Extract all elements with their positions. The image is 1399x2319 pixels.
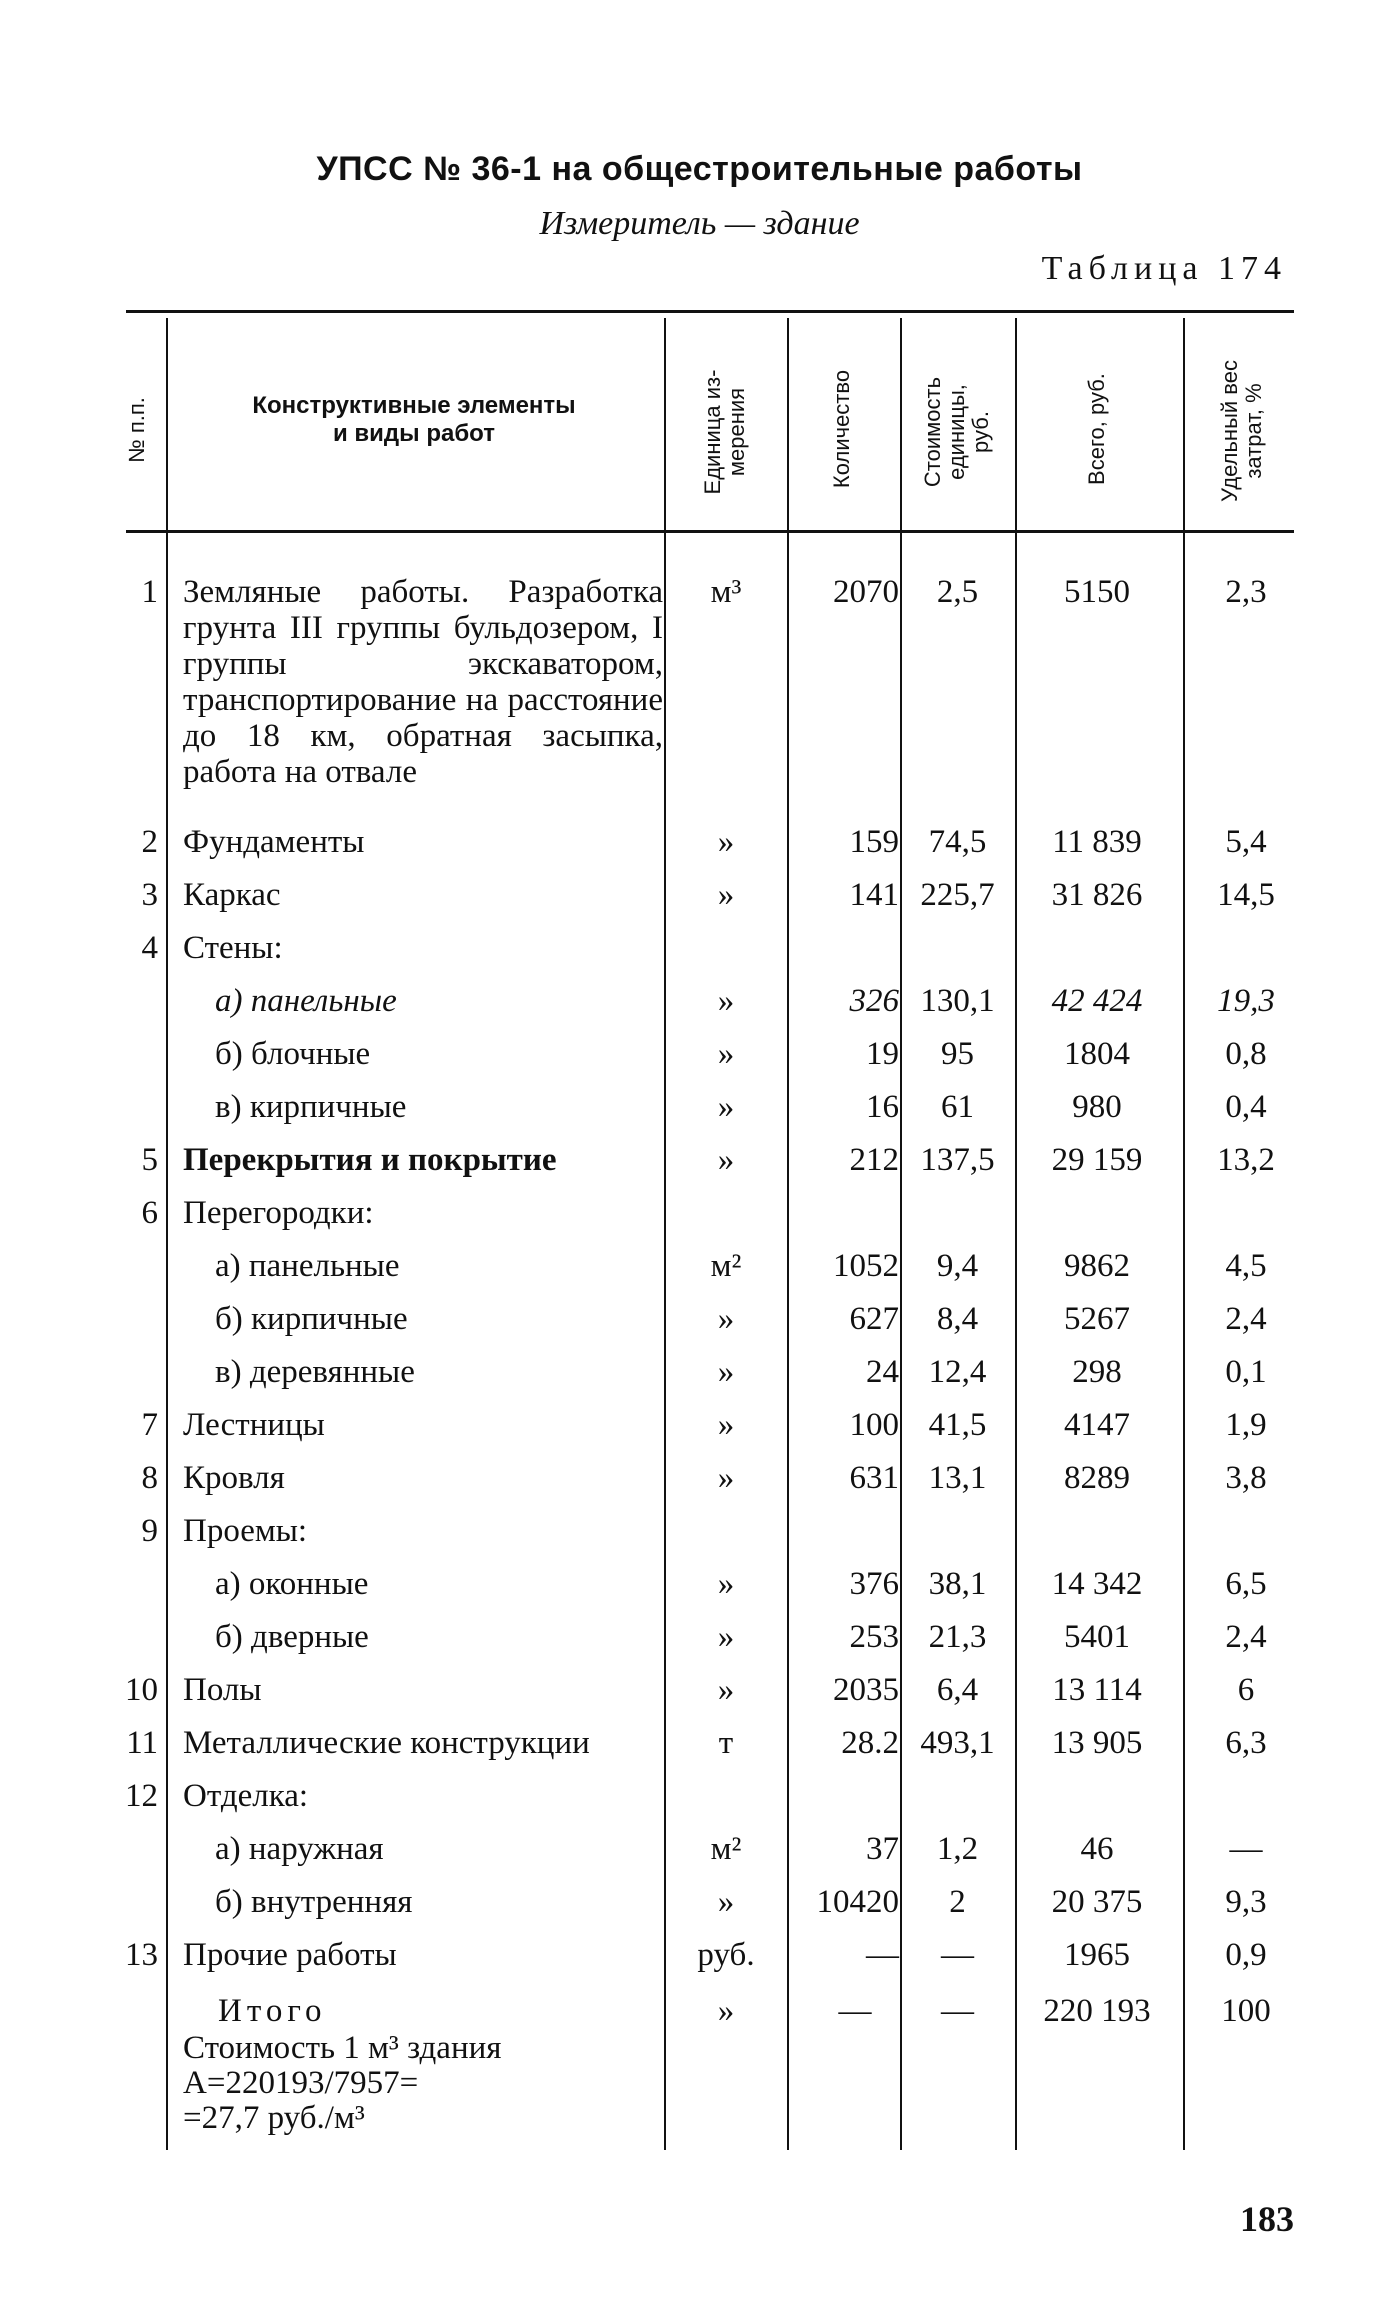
cell-price: 137,5 (920, 1142, 995, 1178)
cell-name: б) внутренняя (215, 1884, 413, 1920)
cell-total: 20 375 (1051, 1884, 1143, 1920)
cell-name: Прочие работы (183, 1937, 397, 1973)
cell-total: 1965 (1064, 1937, 1130, 1973)
page-subtitle: Измеритель — здание (539, 205, 860, 242)
header-qty: Количество (829, 369, 854, 489)
header-unit: Единица из- мерения (700, 369, 749, 495)
cell-unit: » (717, 983, 735, 1019)
cell-qty: 1052 (833, 1248, 899, 1284)
cell-qty: 627 (849, 1301, 899, 1337)
cell-unit: м³ (710, 574, 742, 610)
cell-weight: 3,8 (1225, 1460, 1267, 1496)
table-top-rule (126, 310, 1294, 313)
cell-unit: т (718, 1725, 734, 1761)
cell-weight: 2,4 (1225, 1301, 1267, 1337)
cell-price: — (941, 1937, 974, 1973)
cell-num: 12 (125, 1778, 158, 1814)
cell-name: а) оконные (215, 1566, 369, 1602)
cell-name: а) панельные (215, 983, 397, 1019)
cell-weight: 6,5 (1225, 1566, 1267, 1602)
cell-price: 13,1 (928, 1460, 987, 1496)
cell-qty: 100 (849, 1407, 899, 1443)
cell-name: б) кирпичные (215, 1301, 408, 1337)
header-name: Конструктивные элементы и виды работ (252, 392, 576, 447)
cell-name: в) кирпичные (215, 1089, 407, 1125)
cell-qty: 141 (849, 877, 899, 913)
cell-unit: » (717, 1142, 735, 1178)
cell-weight: 0,9 (1225, 1937, 1267, 1973)
summary-unit: » (717, 1993, 735, 2029)
cell-unit: » (717, 1672, 735, 1708)
cell-name: Перекрытия и покрытие (183, 1142, 557, 1178)
cell-weight: 0,1 (1225, 1354, 1267, 1390)
cell-num: 5 (141, 1142, 158, 1178)
cell-unit: м² (710, 1831, 742, 1867)
cell-total: 31 826 (1051, 877, 1143, 913)
cell-qty: 631 (849, 1460, 899, 1496)
header-price: Стоимость единицы, руб. (920, 376, 993, 488)
header-weight: Удельный вес затрат, % (1217, 360, 1266, 502)
cell-name: Лестницы (183, 1407, 325, 1443)
cell-num: 6 (141, 1195, 158, 1231)
cell-name: Перегородки: (183, 1195, 374, 1231)
cell-qty: 19 (866, 1036, 899, 1072)
cell-qty: 212 (849, 1142, 899, 1178)
cell-weight: 14,5 (1217, 877, 1275, 913)
cell-qty: 2070 (833, 574, 899, 610)
cell-price: 493,1 (920, 1725, 995, 1761)
cell-name: б) блочные (215, 1036, 371, 1072)
cell-unit: » (717, 1089, 735, 1125)
summary-line1: Стоимость 1 м³ здания (183, 2030, 502, 2066)
cell-weight: 19,3 (1217, 983, 1275, 1019)
cell-total: 42 424 (1051, 983, 1143, 1019)
summary-line3: =27,7 руб./м³ (183, 2100, 365, 2136)
cell-total: 1804 (1064, 1036, 1130, 1072)
cell-unit: руб. (697, 1937, 755, 1973)
cell-num: 10 (125, 1672, 158, 1708)
cell-qty: 253 (849, 1619, 899, 1655)
cell-weight: 0,8 (1225, 1036, 1267, 1072)
header-bottom-rule (126, 530, 1294, 533)
cell-weight: 2,3 (1225, 574, 1267, 610)
cell-name: Полы (183, 1672, 262, 1708)
cell-weight: 5,4 (1225, 824, 1267, 860)
cell-price: 38,1 (928, 1566, 987, 1602)
cell-total: 8289 (1064, 1460, 1130, 1496)
cell-name: а) панельные (215, 1248, 400, 1284)
cell-qty: 37 (866, 1831, 899, 1867)
cell-name: Отделка: (183, 1778, 309, 1814)
cell-total: 5150 (1064, 574, 1130, 610)
cell-name: Стены: (183, 930, 283, 966)
summary-weight: 100 (1221, 1993, 1271, 2029)
cell-total: 13 114 (1052, 1672, 1142, 1708)
cell-total: 5401 (1064, 1619, 1130, 1655)
cell-unit: » (717, 1407, 735, 1443)
page-title: УПСС № 36-1 на общестроительные работы (316, 150, 1083, 188)
cell-total: 29 159 (1051, 1142, 1143, 1178)
cell-qty: 28.2 (841, 1725, 899, 1761)
cell-price: 9,4 (936, 1248, 979, 1284)
cell-num: 2 (141, 824, 158, 860)
header-num: № п.п. (124, 397, 149, 463)
cell-total: 980 (1072, 1089, 1122, 1125)
cell-weight: 4,5 (1225, 1248, 1267, 1284)
summary-label: Итого (218, 1993, 327, 2029)
cell-weight: 0,4 (1225, 1089, 1267, 1125)
cell-qty: — (866, 1937, 899, 1973)
cell-name: в) деревянные (215, 1354, 415, 1390)
col-line-6 (1183, 318, 1185, 2150)
cell-price: 130,1 (920, 983, 995, 1019)
summary-price: — (941, 1993, 974, 2029)
cell-name: Проемы: (183, 1513, 308, 1549)
cell-price: 74,5 (928, 824, 987, 860)
page-number: 183 (1240, 2199, 1294, 2239)
cell-total: 9862 (1064, 1248, 1130, 1284)
cell-num: 8 (141, 1460, 158, 1496)
cell-weight: — (1229, 1831, 1263, 1867)
cell-price: 2 (949, 1884, 966, 1920)
cell-total: 5267 (1064, 1301, 1130, 1337)
cell-num: 3 (141, 877, 158, 913)
cell-weight: 2,4 (1225, 1619, 1267, 1655)
cell-num: 4 (141, 930, 158, 966)
cell-qty: 24 (866, 1354, 899, 1390)
cell-total: 11 839 (1052, 824, 1142, 860)
cell-price: 21,3 (928, 1619, 987, 1655)
cell-price: 41,5 (928, 1407, 987, 1443)
cell-unit: » (717, 1036, 735, 1072)
cell-price: 8,4 (936, 1301, 979, 1337)
cell-num: 7 (141, 1407, 158, 1443)
cell-unit: м² (710, 1248, 742, 1284)
cell-total: 4147 (1064, 1407, 1130, 1443)
cell-weight: 6 (1237, 1672, 1255, 1708)
cell-unit: » (717, 1301, 735, 1337)
cell-num: 13 (125, 1937, 158, 1973)
summary-total: 220 193 (1043, 1993, 1151, 2029)
cell-total: 298 (1072, 1354, 1122, 1390)
cell-qty: 10420 (816, 1884, 899, 1920)
cell-unit: » (717, 1354, 735, 1390)
col-line-4 (900, 318, 902, 2150)
cell-qty: 2035 (833, 1672, 899, 1708)
cell-name: Каркас (183, 877, 281, 913)
summary-qty: — (838, 1993, 872, 2029)
cell-price: 225,7 (920, 877, 995, 913)
cell-price: 6,4 (936, 1672, 979, 1708)
cell-weight: 9,3 (1225, 1884, 1267, 1920)
cell-price: 12,4 (928, 1354, 987, 1390)
cell-unit: » (717, 877, 735, 913)
cell-name: б) дверные (215, 1619, 369, 1655)
cell-unit: » (717, 1619, 735, 1655)
cell-unit: » (717, 1460, 735, 1496)
cell-qty: 326 (849, 983, 899, 1019)
col-line-5 (1015, 318, 1017, 2150)
cell-name: Земляные работы. Разработка грунта III группы бульдозером, I группы экскаватором, транспортирование на расстояние до 18 км, обратная засыпка, работа на отвале (183, 574, 663, 790)
cell-name: Кровля (183, 1460, 285, 1496)
cell-qty: 376 (849, 1566, 899, 1602)
cell-weight: 6,3 (1225, 1725, 1267, 1761)
cell-qty: 159 (849, 824, 899, 860)
cell-name: а) наружная (215, 1831, 384, 1867)
cell-weight: 1,9 (1225, 1407, 1267, 1443)
cell-price: 61 (941, 1089, 974, 1125)
cell-total: 46 (1080, 1831, 1114, 1867)
summary-line2: А=220193/7957= (183, 2065, 419, 2101)
table-label: Таблица 174 (1041, 250, 1287, 287)
cell-num: 9 (141, 1513, 158, 1549)
cell-num: 1 (141, 574, 158, 610)
cell-unit: » (717, 1884, 735, 1920)
cell-total: 13 905 (1051, 1725, 1143, 1761)
cell-name: Металлические конструкции (183, 1725, 590, 1761)
cell-weight: 13,2 (1217, 1142, 1275, 1178)
header-total: Всего, руб. (1084, 373, 1109, 485)
cell-unit: » (717, 1566, 735, 1602)
cell-name: Фундаменты (183, 824, 365, 860)
cell-num: 11 (126, 1725, 158, 1761)
cell-unit: » (717, 824, 735, 860)
cell-price: 2,5 (936, 574, 979, 610)
col-line-1 (166, 318, 168, 2150)
cell-total: 14 342 (1051, 1566, 1143, 1602)
cell-price: 1,2 (936, 1831, 979, 1867)
cell-price: 95 (941, 1036, 974, 1072)
cell-qty: 16 (866, 1089, 899, 1125)
